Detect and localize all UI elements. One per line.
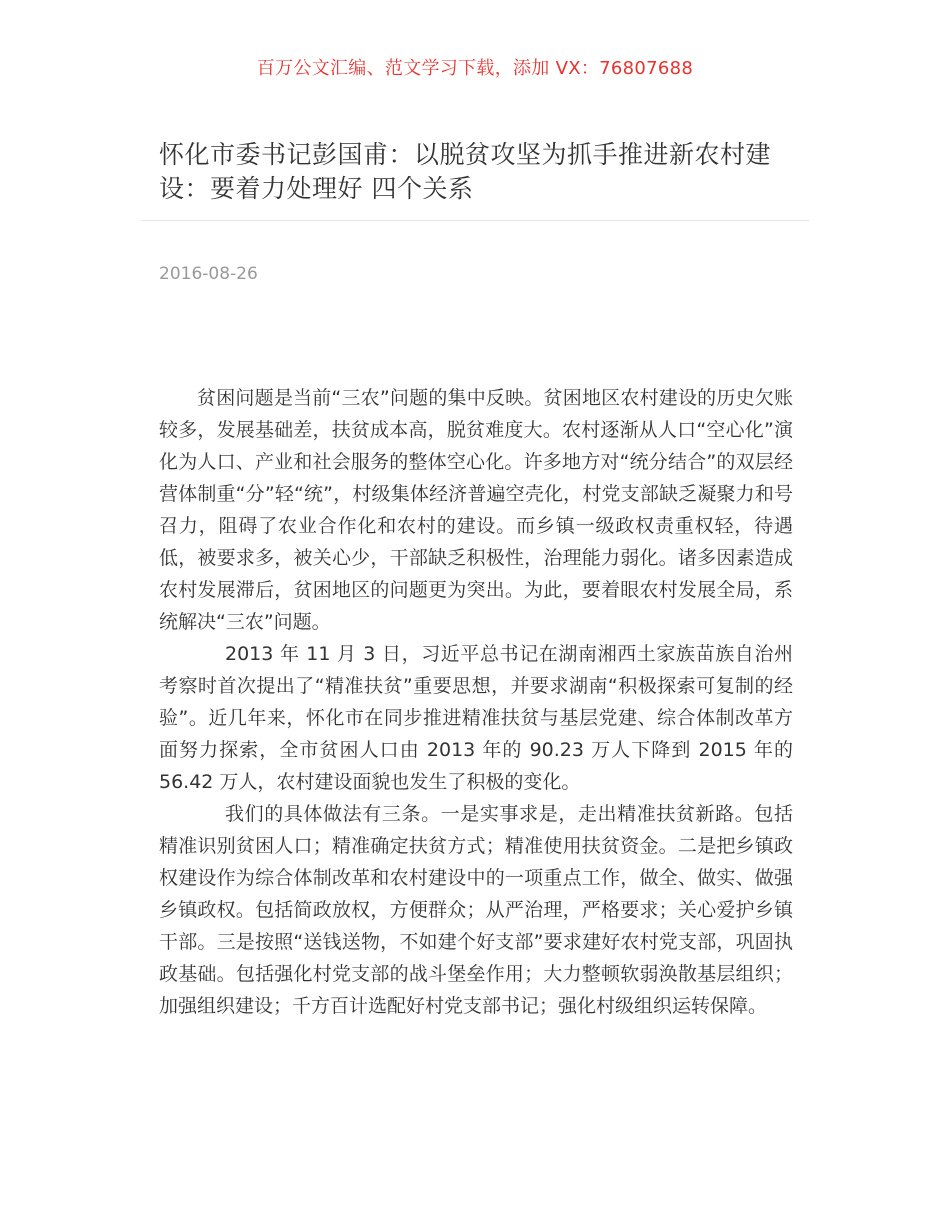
- paragraph-1: 贫困问题是当前“三农”问题的集中反映。贫困地区农村建设的历史欠账较多，发展基础差，扶贫成本高，脱贫难度大。农村逐渐从人口“空心化”演化为人口、产业和社会服务的整体空心化。许多地方对“统分结合”的双层经营体制重“分”轻“统”，村级集体经济普遍空壳化，村党支部缺乏凝聚力和号召力，阻碍了农业合作化和农村的建设。而乡镇一级政权责重权轻，待遇低，被要求多，被关心少，干部缺乏积极性，治理能力弱化。诸多因素造成农村发展滞后，贫困地区的问题更为突出。为此，要着眼农村发展全局，系统解决“三农”问题。: [159, 387, 793, 633]
- title-divider: [141, 220, 809, 221]
- article-body: [159, 382, 793, 1022]
- article-date: 2016-08-26: [159, 264, 258, 284]
- paragraph-3: 我们的具体做法有三条。一是实事求是，走出精准扶贫新路。包括精准识别贫困人口；精准确定扶贫方式；精准使用扶贫资金。二是把乡镇政权建设作为综合体制改革和农村建设中的一项重点工作，做全、做实、做强乡镇政权。包括简政放权，方便群众；从严治理，严格要求；关心爱护乡镇干部。三是按照“送钱送物，不如建个好支部”要求建好农村党支部，巩固执政基础。包括强化村党支部的战斗堡垒作用；大力整顿软弱涣散基层组织；加强组织建设；千方百计选配好村党支部书记；强化村级组织运转保障。: [159, 803, 793, 1017]
- article-title: 怀化市委书记彭国甫：以脱贫攻坚为抓手推进新农村建设：要着力处理好 四个关系: [159, 140, 772, 203]
- promo-banner: 百万公文汇编、范文学习下载，添加 VX：76807688: [256, 58, 694, 79]
- paragraph-2: 2013 年 11 月 3 日，习近平总书记在湖南湘西土家族苗族自治州考察时首次提出了“精准扶贫”重要思想，并要求湖南“积极探索可复制的经验”。近几年来，怀化市在同步推进精准扶贫与基层党建、综合体制改革方面努力探索，全市贫困人口由 2013 年的 90.23 万人下降到 2015 年的 56.42 万人，农村建设面貌也发生了积极的变化。: [159, 643, 793, 793]
